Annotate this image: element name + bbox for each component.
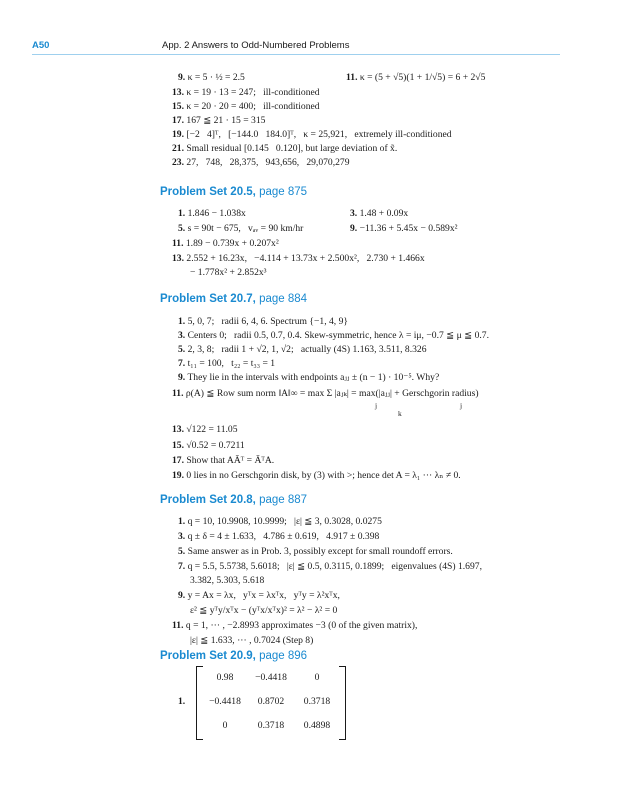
- answer-line: 1. q = 10, 10.9908, 10.9999; |ε| ≦ 3, 0.3028, 0.0275: [178, 516, 382, 527]
- answer-line: 11. κ = (5 + √5)(1 + 1/√5) = 6 + 2√5: [346, 72, 486, 83]
- answer-line: 13. 2.552 + 16.23x, −4.114 + 13.73x + 2.500x², 2.730 + 1.466x: [172, 253, 425, 264]
- answer-line: 11. q = 1, ··· , −2.8993 approximates −3 (0 of the given matrix),: [172, 620, 418, 631]
- answer-line: 13. √122 = 11.05: [172, 424, 238, 435]
- answer-line: 23. 27, 748, 28,375, 943,656, 29,070,279: [172, 157, 350, 168]
- matrix-cell: −0.4418: [209, 696, 241, 707]
- matrix-cell: 0.98: [216, 672, 234, 683]
- subscript-k: k: [398, 409, 402, 418]
- answer-line: 7. t₁₁ = 100, t₂₂ = t₃₃ = 1: [178, 358, 276, 369]
- answer-line: 17. 167 ≦ 21 · 15 = 315: [172, 115, 266, 126]
- subscript-j: j: [460, 401, 463, 410]
- running-header: [32, 38, 560, 54]
- header-rule: [32, 54, 560, 55]
- answer-line: 1. 1.846 − 1.038x: [178, 208, 246, 219]
- answer-line: 5. Same answer as in Prob. 3, possibly except for small roundoff errors.: [178, 546, 453, 557]
- matrix-cell: 0.3718: [257, 720, 285, 731]
- answer-line: 15. √0.52 = 0.7211: [172, 440, 245, 451]
- answer-line-continued: − 1.778x² + 2.852x³: [190, 267, 267, 278]
- answer-line: 7. q = 5.5, 5.5738, 5.6018; |ε| ≦ 0.5, 0.3115, 0.1899; eigenvalues (4S) 1.697,: [178, 561, 482, 572]
- answer-line: 11. ρ(A) ≦ Row sum norm ‖A‖∞ = max Σ |aⱼₖ| = max(|aⱼⱼ| + Gerschgorin radius): [172, 388, 479, 399]
- answer-line: 5. s = 90t − 675, vₐᵥ = 90 km/hr: [178, 223, 304, 234]
- page-number: A50: [32, 40, 50, 51]
- answer-line: 19. [−2 4]ᵀ, [−144.0 184.0]ᵀ, κ = 25,921, extremely ill-conditioned: [172, 129, 452, 140]
- matrix-cell: 0: [222, 720, 228, 731]
- matrix: [196, 666, 346, 738]
- matrix-cell: 0: [314, 672, 320, 683]
- running-title: App. 2 Answers to Odd-Numbered Problems: [162, 40, 350, 51]
- answer-line: 1. 5, 0, 7; radii 6, 4, 6. Spectrum {−1, 4, 9}: [178, 316, 348, 327]
- matrix-cell: 0.3718: [303, 696, 331, 707]
- answer-line-continued: 3.382, 5.303, 5.618: [190, 575, 265, 586]
- answer-line: 9. y = Ax = λx, yᵀx = λxᵀx, yᵀy = λ²xᵀx,: [178, 590, 340, 601]
- answer-line-continued: |ε| ≦ 1.633, ··· , 0.7024 (Step 8): [190, 635, 314, 646]
- answer-line: 15. κ = 20 · 20 = 400; ill-conditioned: [172, 101, 320, 112]
- section-heading: Problem Set 20.9, page 896: [160, 650, 308, 662]
- section-heading: Problem Set 20.5, page 875: [160, 186, 308, 198]
- answer-line: 13. κ = 19 · 13 = 247; ill-conditioned: [172, 87, 320, 98]
- answer-line: 19. 0 lies in no Gerschgorin disk, by (3) with >; hence det A = λ₁ ··· λₙ ≠ 0.: [172, 470, 461, 481]
- answer-line-number: 1.: [178, 696, 186, 707]
- answer-line: 21. Small residual [0.145 0.120], but large deviation of x̃.: [172, 143, 398, 154]
- section-heading: Problem Set 20.7, page 884: [160, 293, 308, 305]
- answer-line: 11. 1.89 − 0.739x + 0.207x²: [172, 238, 279, 249]
- answer-line-continued: ε² ≦ yᵀy/xᵀx − (yᵀx/xᵀx)² = λ² − λ² = 0: [190, 605, 338, 616]
- answer-line: 9. −11.36 + 5.45x − 0.589x²: [350, 223, 458, 234]
- answer-line: 9. κ = 5 · ½ = 2.5: [178, 72, 245, 83]
- answer-line: 3. Centers 0; radii 0.5, 0.7, 0.4. Skew-symmetric, hence λ = iμ, −0.7 ≦ μ ≦ 0.7.: [178, 330, 489, 341]
- answer-line: 5. 2, 3, 8; radii 1 + √2, 1, √2; actually (4S) 1.163, 3.511, 8.326: [178, 344, 427, 355]
- answer-line: 9. They lie in the intervals with endpoints aⱼⱼ ± (n − 1) · 10⁻⁵. Why?: [178, 372, 440, 383]
- answer-line: 3. 1.48 + 0.09x: [350, 208, 409, 219]
- answer-line: 3. q ± δ = 4 ± 1.633, 4.786 ± 0.619, 4.917 ± 0.398: [178, 531, 380, 542]
- answer-line: 17. Show that AĀᵀ = ĀᵀA.: [172, 455, 275, 466]
- subscript-j: j: [375, 401, 378, 410]
- matrix-cell: 0.8702: [257, 696, 285, 707]
- matrix-cell: −0.4418: [255, 672, 287, 683]
- matrix-cell: 0.4898: [303, 720, 331, 731]
- section-heading: Problem Set 20.8, page 887: [160, 494, 308, 506]
